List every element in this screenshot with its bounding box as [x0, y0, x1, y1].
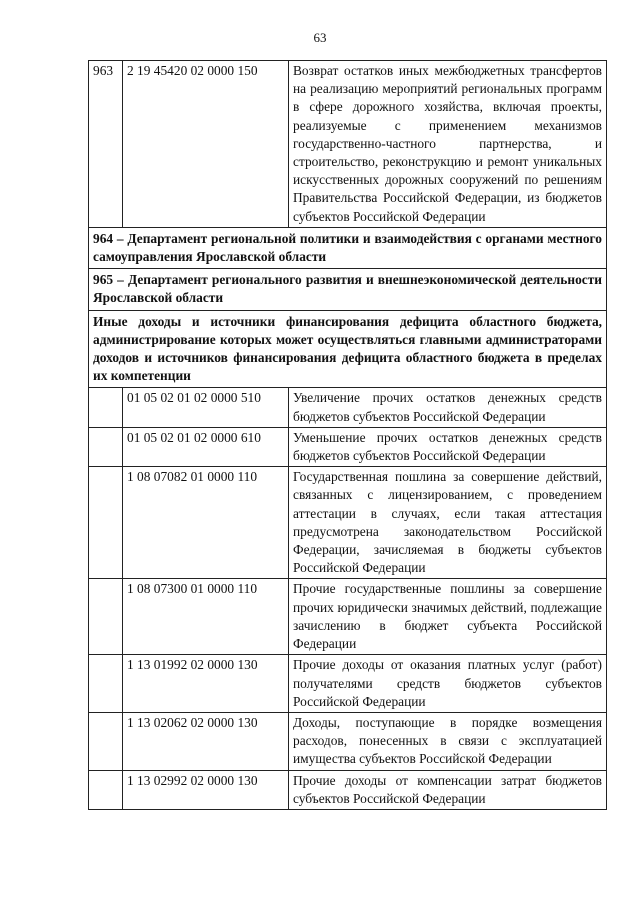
section-header-964: 964 – Департамент региональной политики и взаимодействия с органами местного самоуправления Ярославской области — [89, 227, 607, 268]
admin-code-cell — [89, 655, 123, 713]
description-cell: Прочие государственные пошлины за совершение прочих юридически значимых действий, подлежащие зачислению в бюджет субъекта Российской Федерации — [289, 579, 607, 655]
admin-code-cell — [89, 388, 123, 427]
budget-code-cell: 2 19 45420 02 0000 150 — [123, 61, 289, 228]
table-row — [89, 61, 607, 228]
budget-code-cell: 1 13 02062 02 0000 130 — [123, 712, 289, 770]
section-header-other-revenues: Иные доходы и источники финансирования дефицита областного бюджета, администрирование которых может осуществляться главными администраторами доходов и источников финансирования дефицита областного бюджета в пределах их компетенции — [89, 310, 607, 388]
table-row — [89, 467, 607, 579]
budget-code-cell: 1 13 02992 02 0000 130 — [123, 770, 289, 809]
budget-code-cell: 01 05 02 01 02 0000 510 — [123, 388, 289, 427]
section-header-row — [89, 269, 607, 310]
section-header-965: 965 – Департамент регионального развития и внешнеэкономической деятельности Ярославской области — [89, 269, 607, 310]
table-row — [89, 712, 607, 770]
revenue-codes-table — [88, 60, 607, 810]
section-header-row — [89, 227, 607, 268]
description-cell: Увеличение прочих остатков денежных средств бюджетов субъектов Российской Федерации — [289, 388, 607, 427]
description-cell: Доходы, поступающие в порядке возмещения расходов, понесенных в связи с эксплуатацией имущества субъектов Российской Федерации — [289, 712, 607, 770]
admin-code-cell: 963 — [89, 61, 123, 228]
budget-code-cell: 01 05 02 01 02 0000 610 — [123, 427, 289, 466]
table-row — [89, 770, 607, 809]
admin-code-cell — [89, 467, 123, 579]
table-row — [89, 579, 607, 655]
budget-code-cell: 1 08 07082 01 0000 110 — [123, 467, 289, 579]
page-number: 63 — [313, 30, 327, 45]
description-cell: Государственная пошлина за совершение действий, связанных с лицензированием, с проведением аттестации в случаях, если такая аттестация предусмотрена законодательством Российской Федерации, зачисляемая в бюджеты субъектов Российской Федерации — [289, 467, 607, 579]
admin-code-cell — [89, 770, 123, 809]
table-row — [89, 388, 607, 427]
admin-code-cell — [89, 427, 123, 466]
section-header-row — [89, 310, 607, 388]
description-cell: Прочие доходы от оказания платных услуг (работ) получателями средств бюджетов субъектов Российской Федерации — [289, 655, 607, 713]
description-cell: Уменьшение прочих остатков денежных средств бюджетов субъектов Российской Федерации — [289, 427, 607, 466]
table-row — [89, 655, 607, 713]
description-cell: Возврат остатков иных межбюджетных трансфертов на реализацию мероприятий региональных программ в сфере дорожного хозяйства, включая проекты, реализуемые с применением механизмов государственно-частного партнерства, и строительство, реконструкцию и ремонт уникальных искусственных дорожных сооружений по решениям Правительства Российской Федерации, из бюджетов субъектов Российской Федерации — [289, 61, 607, 228]
budget-code-cell: 1 13 01992 02 0000 130 — [123, 655, 289, 713]
description-cell: Прочие доходы от компенсации затрат бюджетов субъектов Российской Федерации — [289, 770, 607, 809]
admin-code-cell — [89, 579, 123, 655]
table-row — [89, 427, 607, 466]
admin-code-cell — [89, 712, 123, 770]
budget-code-cell: 1 08 07300 01 0000 110 — [123, 579, 289, 655]
